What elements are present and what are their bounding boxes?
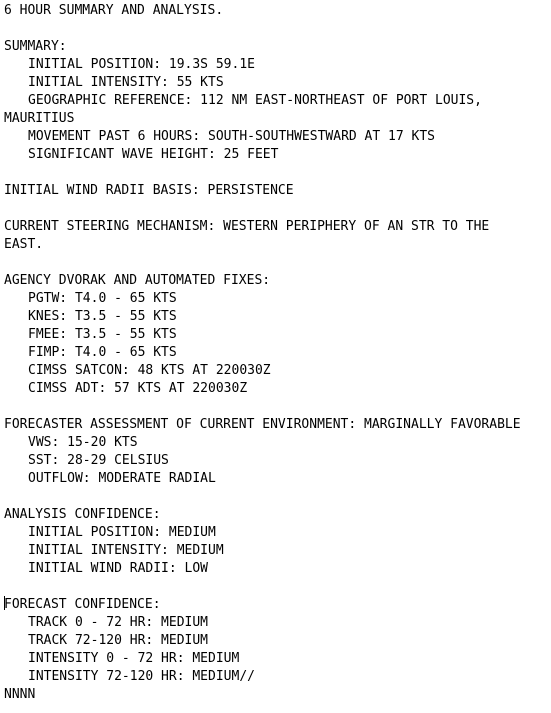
dvorak-fix: PGTW: T4.0 - 65 KTS — [28, 291, 177, 306]
blank-line — [4, 164, 551, 182]
outflow: OUTFLOW: MODERATE RADIAL — [28, 471, 216, 486]
wind-radii-basis: INITIAL WIND RADII BASIS: PERSISTENCE — [4, 183, 294, 198]
initial-intensity: INITIAL INTENSITY: 55 KTS — [28, 75, 224, 90]
blank-line — [4, 254, 551, 272]
movement: MOVEMENT PAST 6 HOURS: SOUTH-SOUTHWESTWARD AT 17 KTS — [28, 129, 435, 144]
forecast-intensity-0-72: INTENSITY 0 - 72 HR: MEDIUM — [28, 651, 240, 666]
bulletin-document[interactable] — [0, 2, 551, 713]
geographic-reference: GEOGRAPHIC REFERENCE: 112 NM EAST-NORTHEAST OF PORT LOUIS, — [28, 93, 482, 108]
steering-mechanism-continued: EAST. — [4, 237, 44, 252]
end-marker: NNNN — [4, 687, 36, 702]
analysis-confidence-position: INITIAL POSITION: MEDIUM — [28, 525, 216, 540]
forecast-track-72-120: TRACK 72-120 HR: MEDIUM — [28, 633, 209, 648]
analysis-confidence-intensity: INITIAL INTENSITY: MEDIUM — [28, 543, 224, 558]
analysis-confidence-wind-radii: INITIAL WIND RADII: LOW — [28, 561, 209, 576]
forecast-intensity-72-120: INTENSITY 72-120 HR: MEDIUM// — [28, 669, 255, 684]
dvorak-fix: FMEE: T3.5 - 55 KTS — [28, 327, 177, 342]
dvorak-fix: CIMSS ADT: 57 KTS AT 220030Z — [28, 381, 248, 396]
significant-wave-height: SIGNIFICANT WAVE HEIGHT: 25 FEET — [28, 147, 279, 162]
blank-line — [4, 398, 551, 416]
blank-line — [4, 200, 551, 218]
blank-line — [4, 578, 551, 596]
initial-position: INITIAL POSITION: 19.3S 59.1E — [28, 57, 255, 72]
forecast-confidence-heading: FORECAST CONFIDENCE: — [4, 597, 161, 612]
dvorak-fix: KNES: T3.5 - 55 KTS — [28, 309, 177, 324]
steering-mechanism: CURRENT STEERING MECHANISM: WESTERN PERIPHERY OF AN STR TO THE — [4, 219, 490, 234]
dvorak-heading: AGENCY DVORAK AND AUTOMATED FIXES: — [4, 273, 271, 288]
blank-line — [4, 488, 551, 506]
blank-line — [4, 20, 551, 38]
forecast-track-0-72: TRACK 0 - 72 HR: MEDIUM — [28, 615, 209, 630]
environment-heading: FORECASTER ASSESSMENT OF CURRENT ENVIRONMENT: MARGINALLY FAVORABLE — [4, 417, 521, 432]
dvorak-fix: CIMSS SATCON: 48 KTS AT 220030Z — [28, 363, 271, 378]
sea-surface-temperature: SST: 28-29 CELSIUS — [28, 453, 169, 468]
bulletin-title: 6 HOUR SUMMARY AND ANALYSIS. — [4, 3, 224, 18]
summary-heading: SUMMARY: — [4, 39, 67, 54]
dvorak-fix: FIMP: T4.0 - 65 KTS — [28, 345, 177, 360]
analysis-confidence-heading: ANALYSIS CONFIDENCE: — [4, 507, 161, 522]
geographic-reference-continued: MAURITIUS — [4, 111, 75, 126]
vertical-wind-shear: VWS: 15-20 KTS — [28, 435, 138, 450]
forecast-confidence-line — [4, 596, 551, 614]
